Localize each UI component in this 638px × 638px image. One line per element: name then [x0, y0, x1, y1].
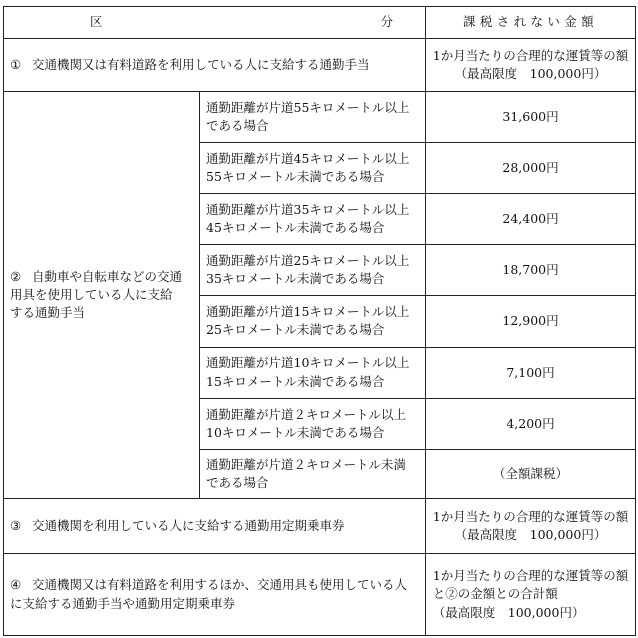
header-category-right: 分	[380, 14, 393, 30]
sub-condition-line2: である場合	[206, 474, 269, 490]
row4-category-line1: 交通機関又は有料道路を利用するほか、交通用具も使用している人	[32, 577, 408, 593]
row2-sub-condition-2	[200, 143, 426, 194]
sub-condition-line2: 55キロメートル未満である場合	[206, 169, 385, 185]
row3-amount	[426, 498, 636, 553]
row3-category	[4, 498, 426, 553]
row1-amount-line1: 1か月当たりの合理的な運賃等の額	[432, 47, 629, 63]
table-row-2-1	[4, 91, 636, 142]
sub-condition-line1: 通勤距離が片道45キロメートル以上	[206, 150, 410, 166]
sub-condition-line1: 通勤距離が片道２キロメートル以上	[206, 406, 407, 422]
row2-sub-condition-4	[200, 245, 426, 296]
row2-sub-amount-5: 12,900円	[426, 296, 636, 347]
row2-sub-amount-7: 4,200円	[426, 398, 636, 449]
row4-category-line2: に支給する通勤手当や通勤用定期乗車券	[10, 595, 236, 611]
row2-sub-amount-3: 24,400円	[426, 194, 636, 245]
sub-condition-line1: 通勤距離が片道35キロメートル以上	[206, 202, 410, 218]
sub-condition-line2: 25キロメートル未満である場合	[206, 322, 385, 338]
table-row-1	[4, 38, 636, 91]
row3-amount-line1: 1か月当たりの合理的な運賃等の額	[432, 508, 629, 524]
row2-category-line1: 自動車や自転車などの交通	[32, 268, 183, 284]
sub-condition-line1: 通勤距離が片道10キロメートル以上	[206, 355, 410, 371]
row2-category-line2: 用具を使用している人に支給	[10, 286, 173, 302]
row4-amount-line3: （最高限度 100,000円）	[432, 604, 585, 620]
sub-condition-line2: 45キロメートル未満である場合	[206, 220, 385, 236]
sub-condition-line2: 15キロメートル未満である場合	[206, 373, 385, 389]
row1-marker: ①	[10, 56, 22, 72]
row2-sub-condition-8	[200, 449, 426, 498]
row1-category	[4, 38, 426, 91]
sub-condition-line2: 10キロメートル未満である場合	[206, 424, 385, 440]
row2-category	[4, 91, 200, 498]
row1-category-text: 交通機関又は有料道路を利用している人に支給する通勤手当	[32, 56, 370, 72]
commuting-allowance-table	[3, 6, 636, 636]
sub-condition-line2: 35キロメートル未満である場合	[206, 271, 385, 287]
row2-marker: ②	[10, 268, 22, 284]
row2-sub-condition-1	[200, 91, 426, 142]
row3-category-text: 交通機関を利用している人に支給する通勤用定期乗車券	[32, 517, 345, 533]
header-category	[4, 7, 426, 39]
row2-sub-amount-4: 18,700円	[426, 245, 636, 296]
row1-amount-line2: （最高限度 100,000円）	[454, 65, 607, 81]
row4-marker: ④	[10, 577, 22, 593]
row2-sub-amount-8: （全額課税）	[426, 449, 636, 498]
sub-condition-line1: 通勤距離が片道55キロメートル以上	[206, 99, 410, 115]
sub-condition-line2: である場合	[206, 117, 269, 133]
row4-amount-line1: 1か月当たりの合理的な運賃等の額	[432, 568, 629, 584]
row2-sub-amount-2: 28,000円	[426, 143, 636, 194]
row2-sub-condition-7	[200, 398, 426, 449]
row2-sub-amount-1: 31,600円	[426, 91, 636, 142]
header-category-left: 区	[90, 14, 103, 30]
row4-category	[4, 554, 426, 636]
row2-sub-condition-5	[200, 296, 426, 347]
header-row	[4, 7, 636, 39]
row3-marker: ③	[10, 517, 22, 533]
row1-amount	[426, 38, 636, 91]
row2-sub-condition-6	[200, 347, 426, 398]
row2-category-line3: する通勤手当	[10, 304, 86, 320]
row4-amount-line2: と②の金額との合計額	[432, 586, 558, 602]
header-amount: 課税されない金額	[426, 7, 636, 39]
row2-sub-condition-3	[200, 194, 426, 245]
table-row-4	[4, 554, 636, 636]
row3-amount-line2: （最高限度 100,000円）	[454, 526, 607, 542]
row2-sub-amount-6: 7,100円	[426, 347, 636, 398]
sub-condition-line1: 通勤距離が片道２キロメートル未満	[206, 456, 407, 472]
table-row-3	[4, 498, 636, 553]
sub-condition-line1: 通勤距離が片道25キロメートル以上	[206, 253, 410, 269]
sub-condition-line1: 通勤距離が片道15キロメートル以上	[206, 304, 410, 320]
row4-amount	[426, 554, 636, 636]
